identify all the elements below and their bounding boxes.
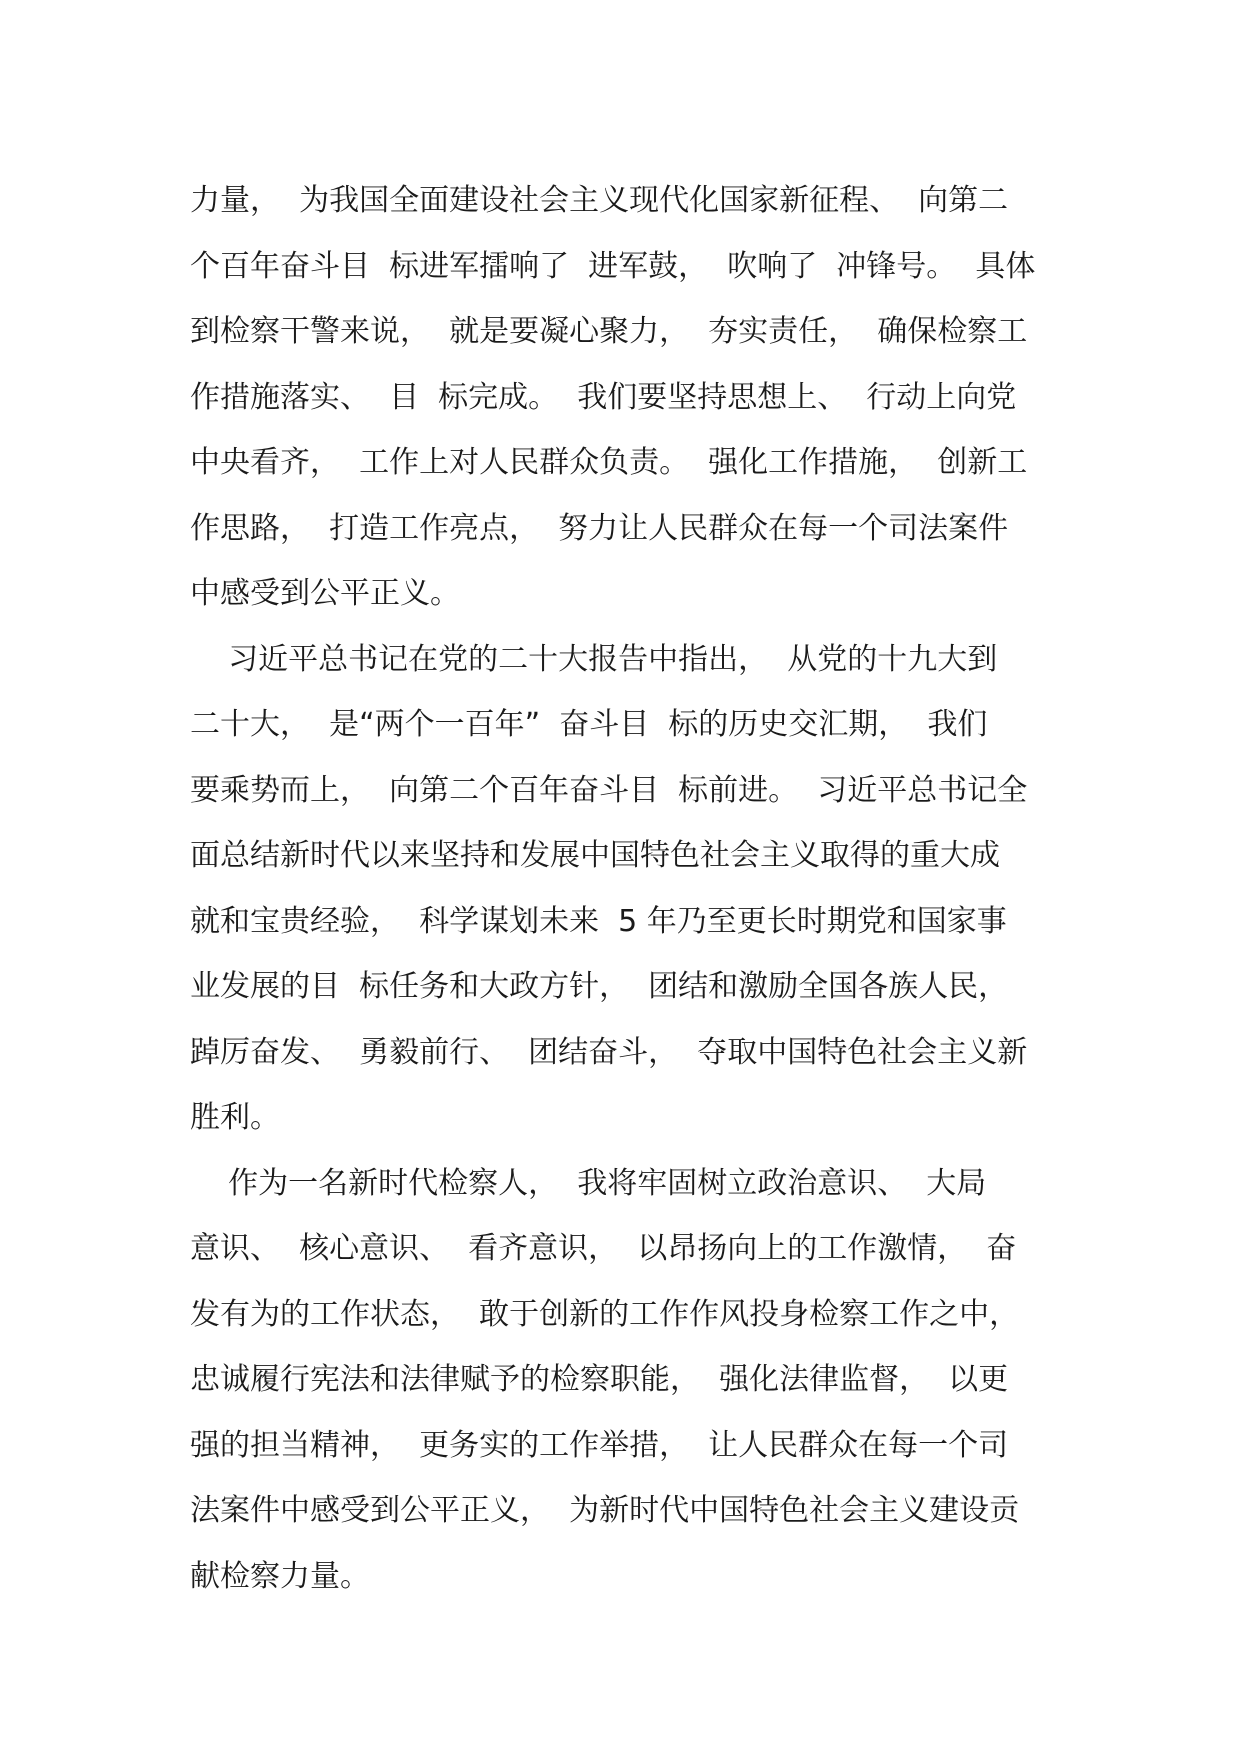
text-line: 个百年奋斗目 标进军擂响了 进军鼓， 吹响了 冲锋号。 具体 [190, 248, 1036, 284]
text-line: 面总结新时代以来坚持和发展中国特色社会主义取得的重大成 [190, 838, 1000, 873]
text-line: 二十大， 是“两个一百年” 奋斗目 标的历史交汇期， 我们 [190, 707, 988, 742]
text-line: 法案件中感受到公平正义， 为新时代中国特色社会主义建设贡 [190, 1493, 1020, 1528]
paragraph-start-line: 习近平总书记在党的二十大报告中指出， 从党的十九大到 [190, 641, 998, 677]
text-line: 要乘势而上， 向第二个百年奋斗目 标前进。 习近平总书记全 [190, 772, 1028, 808]
text-line: 献检察力量。 [190, 1558, 370, 1594]
text-line: 意识、 核心意识、 看齐意识， 以昂扬向上的工作激情， 奋 [190, 1231, 1017, 1266]
text-line: 中央看齐， 工作上对人民群众负责。 强化工作措施， 创新工 [190, 445, 1028, 480]
text-line: 作思路， 打造工作亮点， 努力让人民群众在每一个司法案件 [190, 510, 1009, 546]
text-line: 强的担当精神， 更务实的工作举措， 让人民群众在每一个司 [190, 1427, 1009, 1463]
text-line: 力量， 为我国全面建设社会主义现代化国家新征程、 向第二 [190, 183, 1009, 218]
text-line: 发有为的工作状态， 敢于创新的工作作风投身检察工作之中， [190, 1296, 1020, 1332]
text-line: 踔厉奋发、 勇毅前行、 团结奋斗， 夺取中国特色社会主义新 [190, 1034, 1028, 1070]
text-line: 就和宝贵经验， 科学谋划未来 5 年乃至更长时期党和国家事 [190, 903, 1007, 939]
body-text [190, 168, 1050, 1609]
text-line: 中感受到公平正义。 [190, 576, 460, 611]
text-line: 业发展的目 标任务和大政方针， 团结和激励全国各族人民， [190, 969, 1009, 1004]
text-line: 忠诚履行宪法和法律赋予的检察职能， 强化法律监督， 以更 [190, 1362, 1009, 1397]
text-line: 作措施落实、 目 标完成。 我们要坚持思想上、 行动上向党 [190, 379, 1017, 415]
text-line: 胜利。 [190, 1100, 280, 1135]
paragraph-start-line: 作为一名新时代检察人， 我将牢固树立政治意识、 大局 [190, 1165, 987, 1201]
text-line: 到检察干警来说， 就是要凝心聚力， 夯实责任， 确保检察工 [190, 314, 1028, 349]
